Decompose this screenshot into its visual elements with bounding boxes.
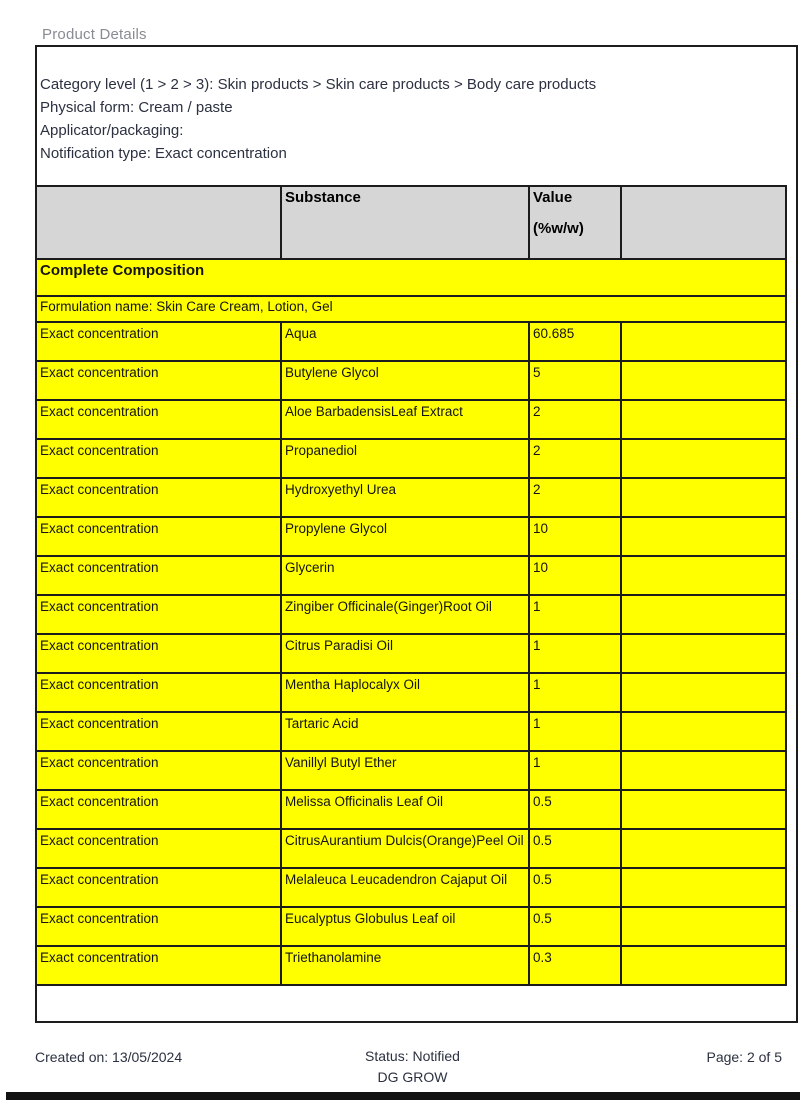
row-type-cell: Exact concentration [36, 517, 281, 556]
formulation-name-cell: Formulation name: Skin Care Cream, Lotion, Gel [36, 296, 786, 322]
row-value-cell: 2 [529, 478, 621, 517]
row-substance-cell: Propanediol [281, 439, 529, 478]
row-value-cell: 0.5 [529, 907, 621, 946]
row-empty-cell [621, 751, 786, 790]
row-value-cell: 10 [529, 517, 621, 556]
applicator-packaging-line: Applicator/packaging: [40, 122, 184, 139]
section-title-cell: Complete Composition [36, 259, 786, 296]
row-value-cell: 2 [529, 400, 621, 439]
category-level-line: Category level (1 > 2 > 3): Skin products > Skin care products > Body care products [40, 76, 597, 93]
formulation-name-row [36, 296, 786, 322]
row-substance-cell: CitrusAurantium Dulcis(Orange)Peel Oil [281, 829, 529, 868]
row-empty-cell [621, 517, 786, 556]
row-substance-cell: Hydroxyethyl Urea [281, 478, 529, 517]
row-empty-cell [621, 478, 786, 517]
created-on-text: Created on: 13/05/2024 [35, 1049, 183, 1065]
composition-row [36, 634, 786, 673]
row-type-cell: Exact concentration [36, 829, 281, 868]
composition-row [36, 868, 786, 907]
row-empty-cell [621, 868, 786, 907]
row-substance-cell: Triethanolamine [281, 946, 529, 985]
row-value-cell: 10 [529, 556, 621, 595]
row-empty-cell [621, 829, 786, 868]
section-label: Product Details [42, 26, 147, 43]
row-substance-cell: Zingiber Officinale(Ginger)Root Oil [281, 595, 529, 634]
header-empty-cell-1 [36, 186, 281, 259]
row-value-cell: 2 [529, 439, 621, 478]
table-header-row [36, 186, 786, 259]
composition-row [36, 673, 786, 712]
composition-table [35, 185, 787, 986]
row-value-cell: 0.3 [529, 946, 621, 985]
row-type-cell: Exact concentration [36, 595, 281, 634]
row-type-cell: Exact concentration [36, 673, 281, 712]
row-type-cell: Exact concentration [36, 751, 281, 790]
row-substance-cell: Glycerin [281, 556, 529, 595]
header-substance-cell: Substance [281, 186, 529, 259]
composition-row [36, 439, 786, 478]
row-empty-cell [621, 634, 786, 673]
row-value-cell: 1 [529, 595, 621, 634]
row-value-cell: 0.5 [529, 790, 621, 829]
row-value-cell: 5 [529, 361, 621, 400]
row-empty-cell [621, 361, 786, 400]
row-substance-cell: Mentha Haplocalyx Oil [281, 673, 529, 712]
row-empty-cell [621, 712, 786, 751]
row-empty-cell [621, 322, 786, 361]
composition-row [36, 595, 786, 634]
row-empty-cell [621, 673, 786, 712]
status-line: Status: Notified [365, 1048, 460, 1064]
row-empty-cell [621, 907, 786, 946]
row-substance-cell: Vanillyl Butyl Ether [281, 751, 529, 790]
row-type-cell: Exact concentration [36, 361, 281, 400]
physical-form-line: Physical form: Cream / paste [40, 99, 233, 116]
product-details-box [35, 45, 798, 1023]
row-type-cell: Exact concentration [36, 478, 281, 517]
header-value-line1: Value [533, 189, 573, 206]
section-title-row [36, 259, 786, 296]
product-meta [40, 73, 596, 165]
header-value-cell [529, 186, 621, 259]
composition-row [36, 946, 786, 985]
composition-row [36, 400, 786, 439]
row-type-cell: Exact concentration [36, 634, 281, 673]
row-value-cell: 1 [529, 751, 621, 790]
row-type-cell: Exact concentration [36, 400, 281, 439]
composition-row [36, 517, 786, 556]
composition-row [36, 556, 786, 595]
page-number-text: Page: 2 of 5 [706, 1049, 782, 1065]
row-empty-cell [621, 595, 786, 634]
row-value-cell: 1 [529, 673, 621, 712]
dg-grow-line: DG GROW [377, 1069, 448, 1085]
row-type-cell: Exact concentration [36, 868, 281, 907]
row-type-cell: Exact concentration [36, 322, 281, 361]
header-value-line2: (%w/w) [533, 220, 584, 237]
row-value-cell: 0.5 [529, 868, 621, 907]
row-type-cell: Exact concentration [36, 946, 281, 985]
row-type-cell: Exact concentration [36, 790, 281, 829]
notification-type-line: Notification type: Exact concentration [40, 145, 287, 162]
composition-row [36, 712, 786, 751]
row-substance-cell: Propylene Glycol [281, 517, 529, 556]
row-substance-cell: Citrus Paradisi Oil [281, 634, 529, 673]
composition-row [36, 829, 786, 868]
row-substance-cell: Butylene Glycol [281, 361, 529, 400]
row-substance-cell: Melaleuca Leucadendron Cajaput Oil [281, 868, 529, 907]
row-type-cell: Exact concentration [36, 712, 281, 751]
composition-tbody [36, 259, 786, 985]
row-substance-cell: Melissa Officinalis Leaf Oil [281, 790, 529, 829]
row-empty-cell [621, 400, 786, 439]
row-empty-cell [621, 556, 786, 595]
row-value-cell: 1 [529, 634, 621, 673]
composition-row [36, 322, 786, 361]
row-substance-cell: Aloe BarbadensisLeaf Extract [281, 400, 529, 439]
row-type-cell: Exact concentration [36, 907, 281, 946]
composition-row [36, 361, 786, 400]
composition-row [36, 790, 786, 829]
composition-row [36, 907, 786, 946]
row-empty-cell [621, 439, 786, 478]
row-substance-cell: Eucalyptus Globulus Leaf oil [281, 907, 529, 946]
row-type-cell: Exact concentration [36, 556, 281, 595]
row-empty-cell [621, 790, 786, 829]
row-value-cell: 1 [529, 712, 621, 751]
row-substance-cell: Aqua [281, 322, 529, 361]
composition-row [36, 751, 786, 790]
row-type-cell: Exact concentration [36, 439, 281, 478]
header-empty-cell-2 [621, 186, 786, 259]
row-substance-cell: Tartaric Acid [281, 712, 529, 751]
row-empty-cell [621, 946, 786, 985]
composition-row [36, 478, 786, 517]
row-value-cell: 0.5 [529, 829, 621, 868]
row-value-cell: 60.685 [529, 322, 621, 361]
footer-bar [6, 1092, 800, 1100]
